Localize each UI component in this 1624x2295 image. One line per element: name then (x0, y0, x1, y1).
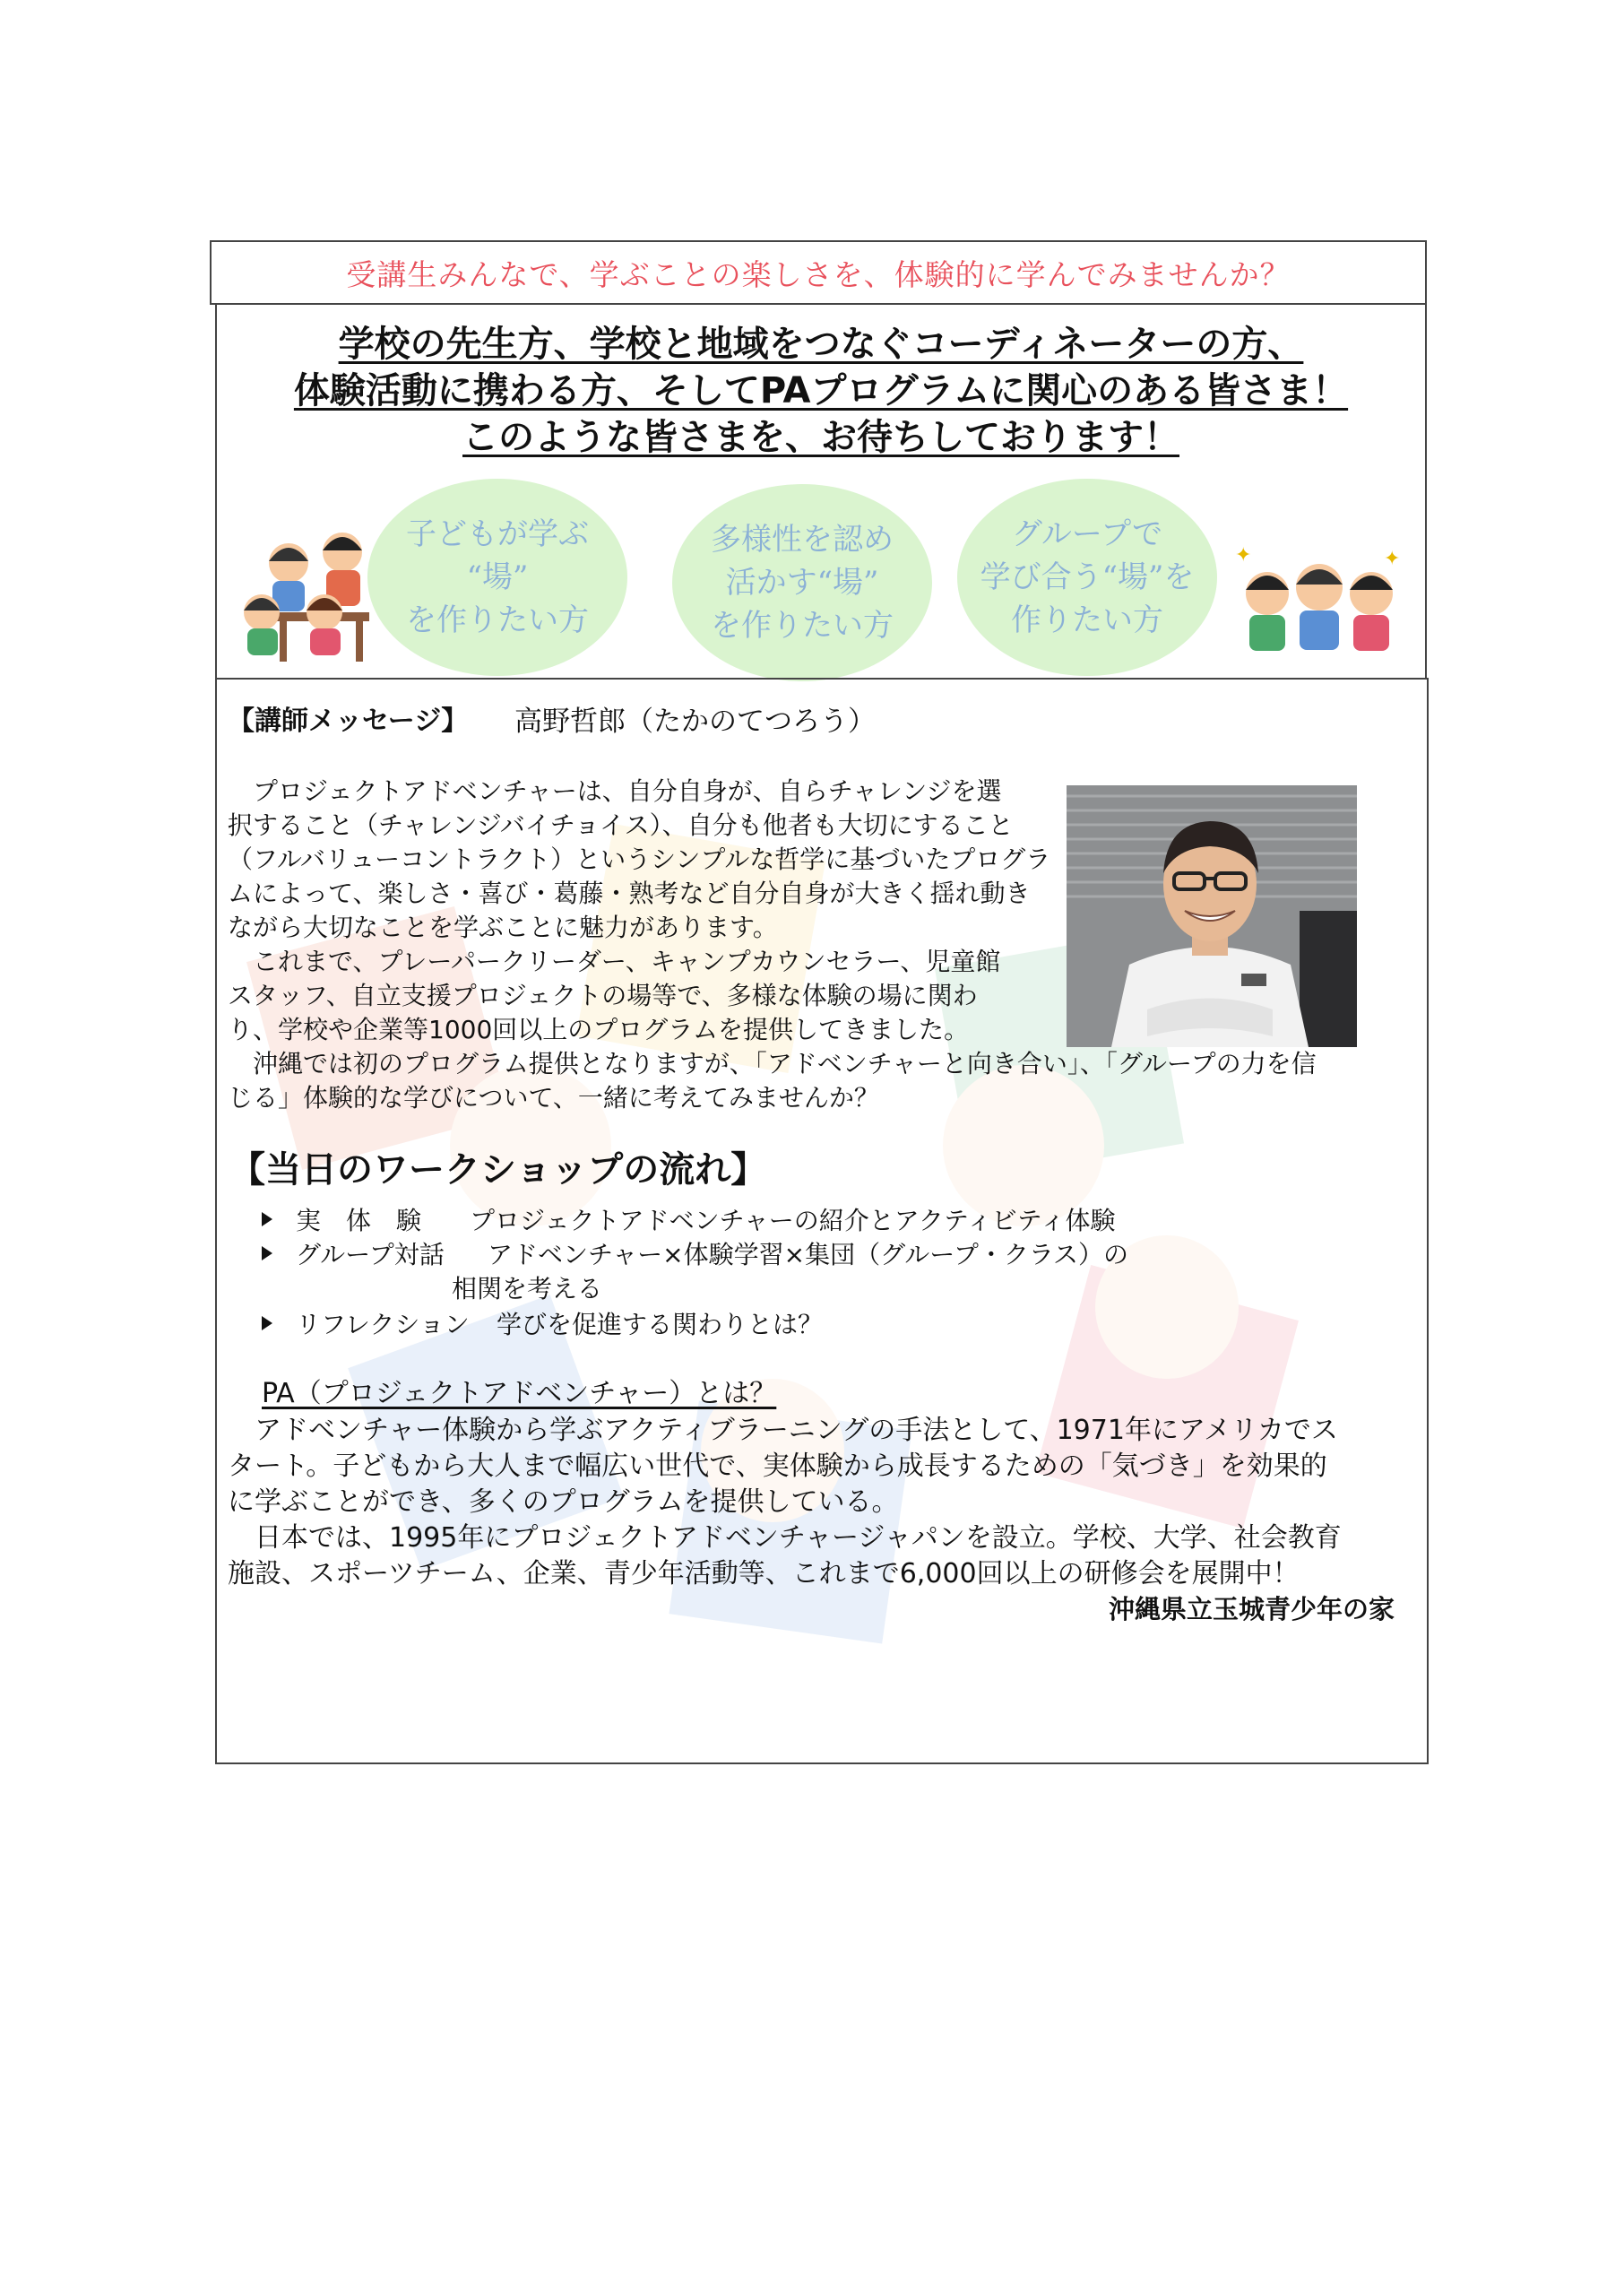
goal-circle-3: グループで 学び合う“場”を 作りたい方 (957, 479, 1217, 676)
workshop-item: リフレクション (262, 1305, 470, 1341)
message-line: ムによって、楽しさ・喜び・葛藤・熟考など自分自身が大きく揺れ動き (228, 879, 1031, 908)
pa-line: アドベンチャー体験から学ぶアクティブラーニングの手法として、1971年にアメリカでス (228, 1415, 1338, 1446)
bullet-triangle-icon (262, 1316, 272, 1330)
workshop-heading: 【当日のワークショップの流れ】 (229, 1149, 767, 1191)
message-line: プロジェクトアドベンチャーは、自分自身が、自らチャレンジを選 (228, 776, 1002, 806)
top-banner (210, 240, 1427, 305)
organization-name: 沖縄県立玉城青少年の家 (1108, 1594, 1395, 1624)
target-line-1: 学校の先生方、学校と地域をつなぐコーディネーターの方、 (338, 324, 1304, 365)
svg-text:✦: ✦ (1235, 544, 1252, 567)
message-line: じる」体験的な学びについて、一緒に考えてみませんか？ (228, 1083, 879, 1113)
workshop-item-desc-cont: 相関を考える (452, 1274, 603, 1303)
workshop-item-desc: プロジェクトアドベンチャーの紹介とアクティビティ体験 (470, 1206, 1116, 1235)
message-line: り、学校や企業等1000回以上のプログラムを提供してきました。 (228, 1015, 969, 1044)
instructor-photo-icon (1067, 785, 1357, 1047)
message-line: （フルバリューコントラクト）というシンプルな哲学に基づいたプログラ (228, 844, 1051, 874)
instructor-name: 高野哲郎（たかのてつろう） (514, 706, 876, 738)
pa-line: 日本では、1995年にプロジェクトアドベンチャージャパンを設立。学校、大学、社会教育 (228, 1522, 1342, 1554)
pa-heading: PA（プロジェクトアドベンチャー）とは？ (262, 1378, 777, 1409)
message-line: 択すること（チャレンジバイチョイス）、自分も他者も大切にすること (228, 810, 1014, 840)
message-heading: 【講師メッセージ】 (228, 706, 469, 737)
workshop-item: グループ対話 (262, 1235, 445, 1271)
pa-line: 施設、スポーツチーム、企業、青少年活動等、これまで6,000回以上の研修会を展開中！ (228, 1558, 1300, 1589)
message-line: 沖縄では初のプログラム提供となりますが、「アドベンチャーと向き合い」、「グループの力を信 (228, 1049, 1317, 1078)
workshop-item-desc: アドベンチャー×体験学習×集団（グループ・クラス）の (488, 1240, 1129, 1269)
svg-text:✦: ✦ (1384, 548, 1401, 570)
message-line: これまで、プレーパークリーダー、キャンプカウンセラー、児童館 (228, 947, 1001, 976)
goal-circle-2: 多様性を認め 活かす“場” を作りたい方 (672, 484, 932, 681)
message-section (215, 678, 1429, 1764)
pa-line: タート。子どもから大人まで幅広い世代で、実体験から成長するための「気づき」を効果的 (228, 1451, 1327, 1482)
bullet-triangle-icon (262, 1246, 272, 1260)
goal-circle-1: 子どもが学ぶ “場” を作りたい方 (367, 479, 627, 676)
workshop-item: 実 体 験 (262, 1201, 421, 1237)
bullet-triangle-icon (262, 1212, 272, 1226)
workshop-item-desc: 学びを促進する関わりとは？ (497, 1310, 824, 1339)
kids-illustration-right-icon (1230, 538, 1409, 672)
banner-text: 受講生みんなで、学ぶことの楽しさを、体験的に学んでみませんか？ (346, 256, 1291, 292)
target-line-2: 体験活動に携わる方、そしてPAプログラムに関心のある皆さま！ (293, 370, 1349, 411)
target-audience-section (215, 303, 1427, 680)
pa-line: に学ぶことができ、多くのプログラムを提供している。 (228, 1486, 899, 1518)
message-line: スタッフ、自立支援プロジェクトの場等で、多様な体験の場に関わ (228, 981, 978, 1010)
message-line: ながら大切なことを学ぶことに魅力があります。 (228, 913, 778, 942)
target-line-3: このような皆さまを、お待ちしております！ (462, 417, 1179, 458)
